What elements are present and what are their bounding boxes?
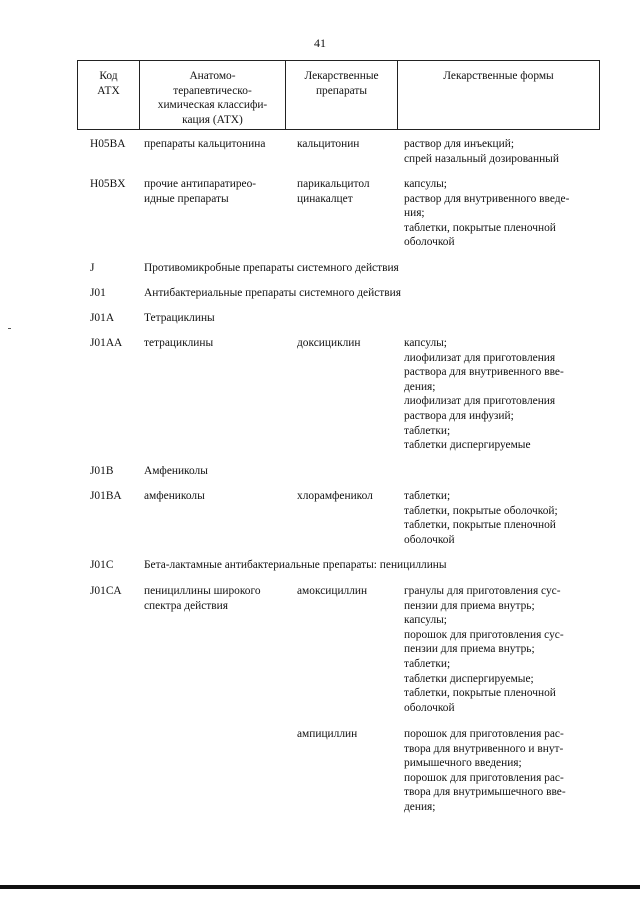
row-form: порошок для приготовления рас-: [404, 728, 564, 740]
row-drug: доксициклин: [297, 337, 361, 349]
row-code: J: [90, 262, 95, 274]
row-drug: амоксициллин: [297, 585, 368, 597]
row-classification: Тетрациклины: [144, 312, 215, 324]
row-form: пензии для приема внутрь;: [404, 643, 535, 656]
row-form: римышечного введения;: [404, 757, 522, 770]
row-form: таблетки, покрытые пленочной: [404, 221, 556, 234]
header-code: [78, 61, 140, 129]
header-forms: [398, 61, 599, 129]
row-form: оболочкой: [404, 236, 455, 249]
row-form: капсулы;: [404, 614, 447, 627]
row-form: спрей назальный дозированный: [404, 152, 559, 165]
header-drugs: [286, 61, 398, 129]
row-form: пензии для приема внутрь;: [404, 599, 535, 612]
row-classification: Антибактериальные препараты системного действия: [144, 287, 401, 299]
row-form: раствор для инъекций;: [404, 138, 515, 150]
header-classification-line: кация (АТХ): [182, 113, 243, 126]
header-classification-line: терапевтическо-: [173, 84, 252, 97]
row-drug: ампициллин: [297, 728, 358, 740]
row-form: таблетки диспергируемые;: [404, 672, 534, 685]
row-form: таблетки, покрытые оболочкой;: [404, 504, 558, 517]
page-number: 41: [314, 36, 326, 50]
row-form: таблетки;: [404, 658, 451, 670]
row-code: J01CA: [90, 585, 122, 597]
header-classification-line: Анатомо-: [189, 70, 236, 82]
header-drugs-line: препараты: [315, 84, 368, 97]
row-form: раствора для инфузий;: [404, 410, 514, 422]
row-form: оболочкой: [404, 701, 455, 714]
row-form: ния;: [404, 207, 425, 220]
row-classification: пенициллины широкого: [144, 585, 261, 597]
row-form: гранулы для приготовления сус-: [404, 585, 561, 597]
row-code: J01C: [90, 559, 114, 571]
header-classification: [140, 61, 286, 129]
row-form: таблетки, покрытые пленочной: [404, 519, 556, 532]
row-form: твора для внутримышечного вве-: [404, 786, 566, 799]
row-form: капсулы;: [404, 337, 447, 349]
row-form: твора для внутривенного и внут-: [404, 742, 564, 755]
row-code: J01BA: [90, 490, 122, 502]
row-classification: прочие антипаратирео-: [144, 178, 257, 190]
row-drug: кальцитонин: [297, 138, 360, 150]
row-code: J01: [90, 287, 106, 299]
row-form: порошок для приготовления сус-: [404, 628, 564, 641]
row-form: капсулы;: [404, 178, 447, 190]
row-code: J01A: [90, 312, 115, 324]
row-drug: хлорамфеникол: [297, 490, 373, 502]
header-forms-line: Лекарственные формы: [443, 70, 554, 82]
row-form: таблетки;: [404, 490, 451, 502]
row-classification: Бета-лактамные антибактериальные препараты: пенициллины: [144, 559, 447, 571]
row-form: раствора для внутривенного вве-: [404, 366, 564, 379]
row-classification: Амфениколы: [144, 465, 208, 477]
header-code-line: АТХ: [97, 84, 120, 97]
row-code: H05BA: [90, 138, 126, 150]
row-code: J01B: [90, 465, 114, 477]
header-classification-line: химическая классифи-: [157, 99, 268, 112]
row-form: таблетки, покрытые пленочной: [404, 687, 556, 700]
row-form: лиофилизат для приготовления: [404, 395, 556, 408]
header-drugs-line: Лекарственные: [304, 70, 379, 82]
row-form: таблетки;: [404, 424, 451, 437]
row-form: порошок для приготовления рас-: [404, 771, 564, 784]
row-form: раствор для внутривенного введе-: [404, 192, 570, 205]
row-form: дения;: [404, 380, 436, 393]
row-code: H05BX: [90, 178, 126, 190]
header-code-line: Код: [99, 70, 118, 82]
row-classification: амфениколы: [144, 490, 205, 502]
bottom-rule: [0, 885, 640, 889]
row-drug: парикальцитол: [297, 178, 370, 190]
row-form: дения;: [404, 801, 436, 813]
row-drug: цинакалцет: [297, 192, 353, 205]
row-classification: препараты кальцитонина: [144, 138, 266, 150]
row-form: таблетки диспергируемые: [404, 439, 531, 452]
row-classification: тетрациклины: [144, 337, 214, 349]
row-classification: Противомикробные препараты системного действия: [144, 262, 399, 274]
table-header: [77, 60, 600, 130]
row-code: J01AA: [90, 337, 123, 349]
row-form: лиофилизат для приготовления: [404, 351, 556, 364]
row-form: оболочкой: [404, 533, 455, 546]
row-classification: спектра действия: [144, 599, 229, 612]
row-classification: идные препараты: [144, 192, 229, 205]
scan-mark: [8, 328, 11, 329]
